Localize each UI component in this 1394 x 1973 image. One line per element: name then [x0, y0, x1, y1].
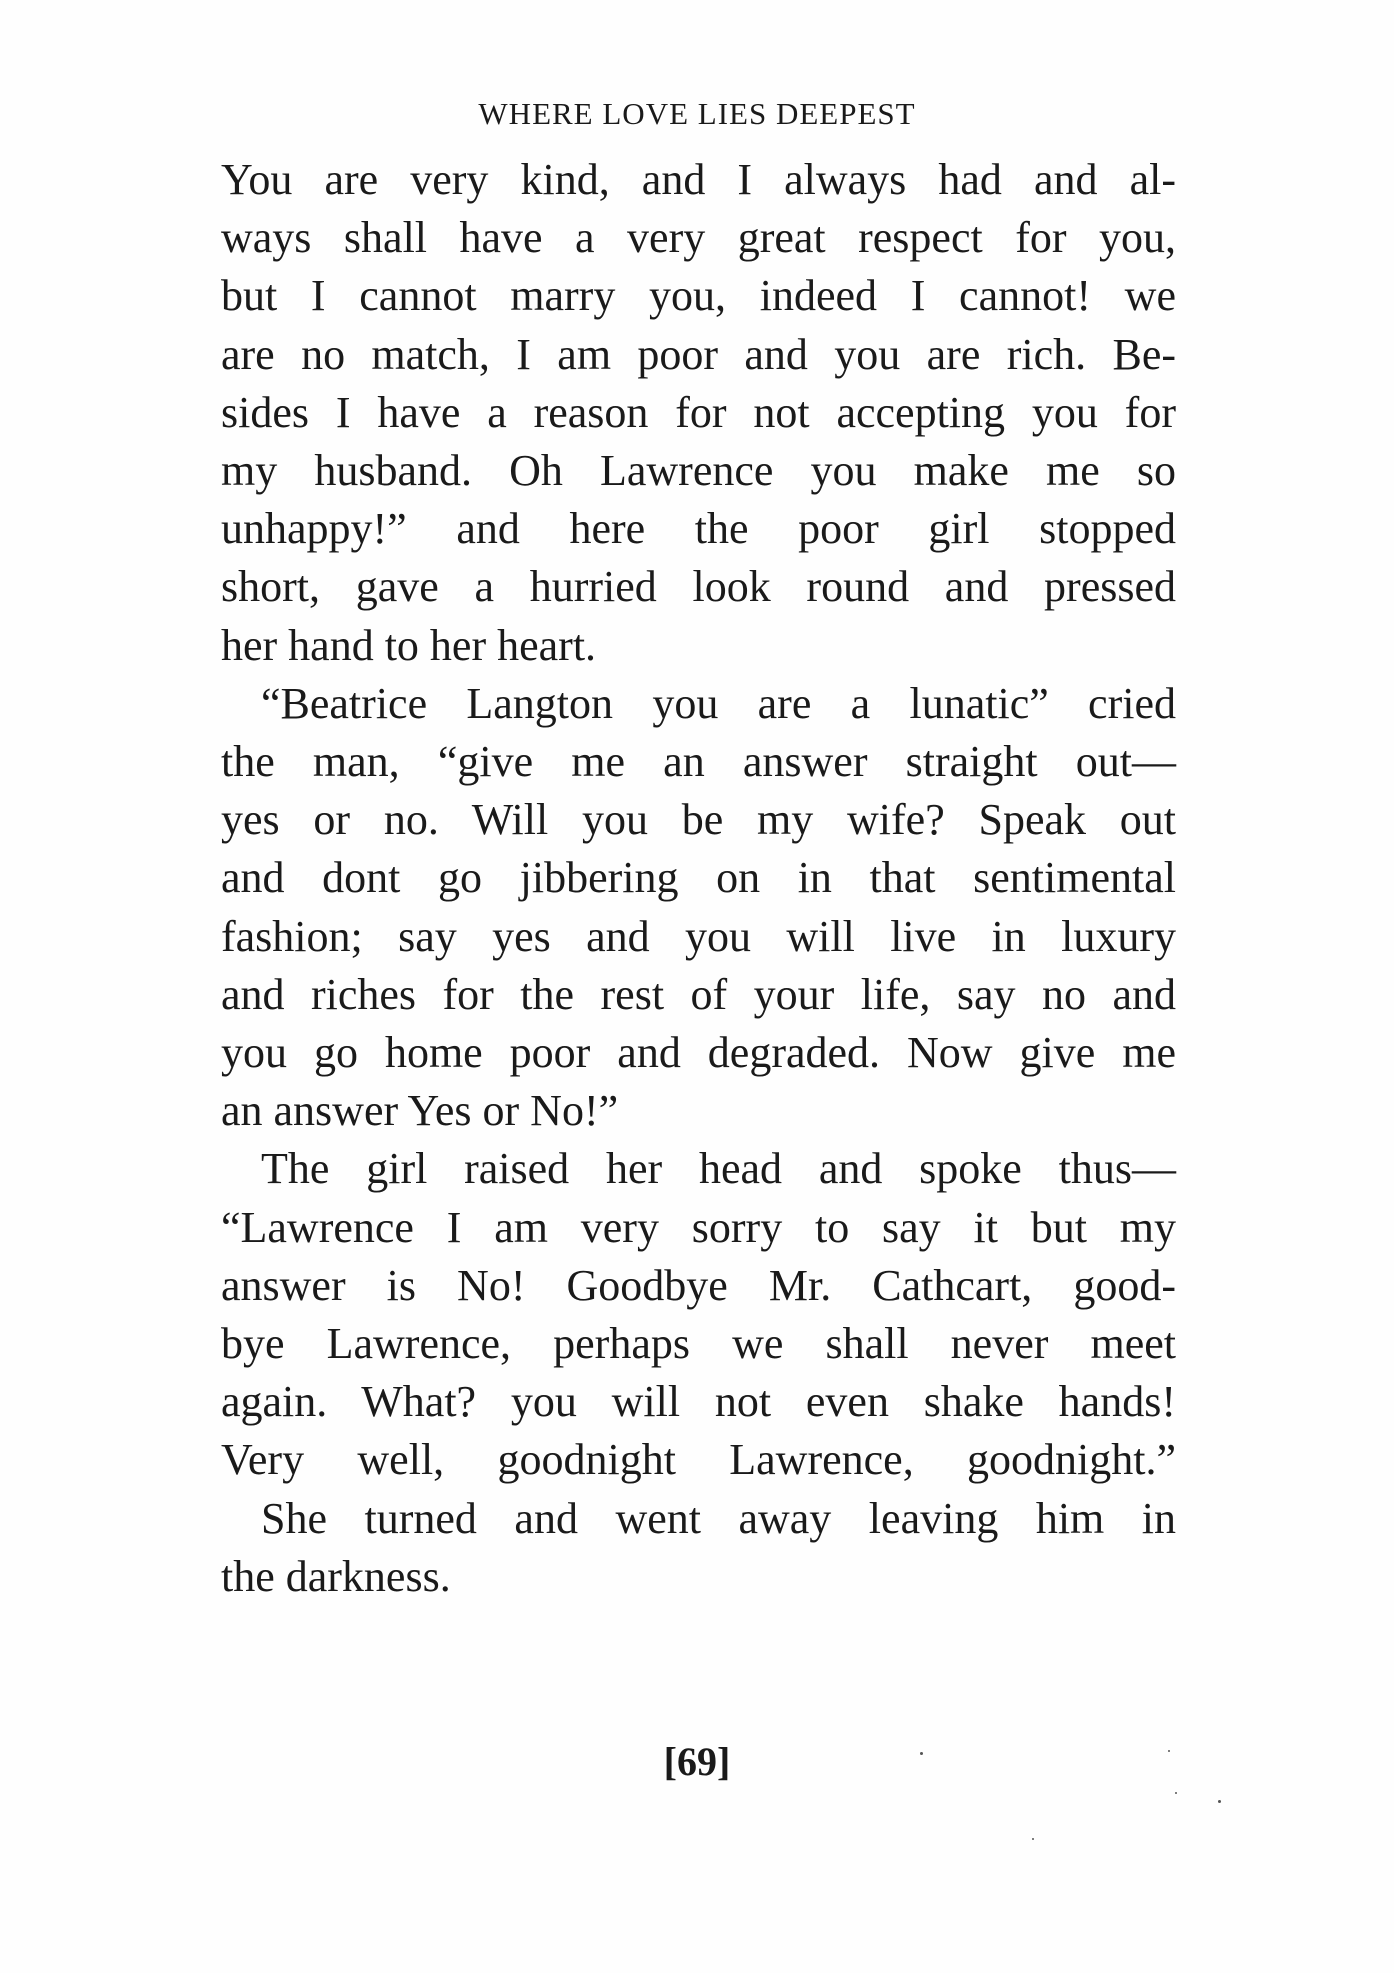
text-line: the darkness. [221, 1551, 451, 1601]
paper-speck [1032, 1838, 1034, 1840]
paper-speck [1218, 1800, 1221, 1803]
text-line: again. What? you will not even shake hands! [221, 1377, 1176, 1427]
text-line: bye Lawrence, perhaps we shall never meet [221, 1319, 1176, 1369]
text-line: fashion; say yes and you will live in luxury [221, 911, 1176, 961]
text-line: The girl raised her head and spoke thus— [261, 1144, 1176, 1194]
text-line: Very well, goodnight Lawrence, goodnight.” [221, 1435, 1176, 1485]
text-line: ways shall have a very great respect for you, [221, 213, 1176, 263]
text-line: yes or no. Will you be my wife? Speak out [221, 795, 1176, 845]
paragraph-3 [221, 1140, 1176, 1489]
paragraph-2 [221, 675, 1176, 1141]
text-line: her hand to her heart. [221, 620, 597, 670]
paper-speck [920, 1752, 923, 1755]
text-line: the man, “give me an answer straight out— [221, 737, 1176, 787]
page-number: [69] [663, 1739, 731, 1784]
paragraph-4 [221, 1490, 1176, 1606]
body-text [221, 151, 1176, 1606]
text-line: sides I have a reason for not accepting you for [221, 387, 1176, 437]
text-line: are no match, I am poor and you are rich. Be- [221, 329, 1176, 379]
text-line: She turned and went away leaving him in [261, 1493, 1176, 1543]
text-line: You are very kind, and I always had and al- [221, 155, 1176, 204]
text-line: “Lawrence I am very sorry to say it but my [221, 1202, 1176, 1252]
paragraph-1 [221, 151, 1176, 675]
text-line: you go home poor and degraded. Now give me [221, 1028, 1176, 1078]
text-line: short, gave a hurried look round and pressed [221, 562, 1176, 612]
running-head: WHERE LOVE LIES DEEPEST [478, 96, 916, 131]
text-line: an answer Yes or No!” [221, 1086, 619, 1136]
text-line: “Beatrice Langton you are a lunatic” cried [261, 678, 1176, 728]
text-line: and dont go jibbering on in that sentimental [221, 853, 1176, 903]
text-line: but I cannot marry you, indeed I cannot! we [221, 271, 1176, 321]
text-line: my husband. Oh Lawrence you make me so [221, 446, 1176, 496]
paper-speck [1175, 1792, 1177, 1794]
paper-speck [1168, 1750, 1170, 1752]
text-line: and riches for the rest of your life, say no and [221, 969, 1176, 1019]
text-line: unhappy!” and here the poor girl stopped [221, 504, 1176, 554]
text-line: answer is No! Goodbye Mr. Cathcart, good- [221, 1260, 1176, 1310]
